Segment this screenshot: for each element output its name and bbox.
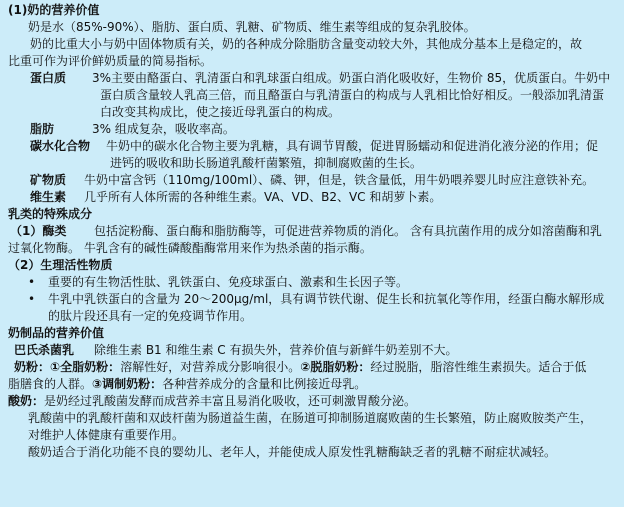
fat-text: 3% 组成复杂，吸收率高。 — [92, 122, 235, 136]
section-heading-special: 乳类的特殊成分 — [8, 207, 93, 221]
enzyme-row — [6, 223, 618, 240]
milk-powder-row-2 — [6, 376, 618, 393]
yogurt-row — [6, 393, 618, 410]
term-fat: 脂肪 — [30, 122, 55, 136]
term-carbohydrate: 碳水化合物 — [30, 139, 91, 153]
section-heading-nutrition: (1)奶的营养价值 — [8, 3, 100, 17]
bioactive-text-2-line1: 牛乳中乳铁蛋白的含量为 20～200μg/ml，具有调节铁代谢、促生长和抗氧化等作用，经蛋白酶水解形成 — [48, 292, 605, 306]
bioactive-bullet-2 — [6, 291, 618, 308]
paragraph-composition: 奶是水（85%-90%）、脂肪、蛋白质、乳糖、矿物质、维生素等组成的复杂乳胶体。 — [28, 20, 476, 34]
mineral-text: 牛奶中富含钙（110mg/100ml）、磷、钾，但是，铁含量低，用牛奶喂养婴儿时应注意铁补充。 — [84, 173, 595, 187]
milk-powder-row — [6, 359, 618, 376]
term-pasteurized: 巴氏杀菌乳 — [14, 343, 75, 357]
fat-row — [6, 121, 618, 138]
pasteurized-row — [6, 342, 618, 359]
skim-milk-powder-text: 经过脱脂，脂溶性维生素损失。适合于低 — [370, 360, 587, 374]
enzyme-text-line1: 包括淀粉酶、蛋白酶和脂肪酶等，可促进营养物质的消化。 含有具抗菌作用的成分如溶菌酶和乳 — [94, 224, 602, 238]
term-milk-powder: 奶粉： — [14, 360, 51, 374]
bioactive-bullet-1 — [6, 274, 618, 291]
mineral-row — [6, 172, 618, 189]
yogurt-probiotic-line1: 乳酸菌中的乳酸杆菌和双歧杆菌为肠道益生菌，在肠道可抑制肠道腐败菌的生长繁殖，防止腐败胺类产生， — [28, 411, 593, 425]
skim-milk-powder-text-2: 脂膳食的人群。 — [8, 377, 93, 391]
term-skim-milk-powder: ②脱脂奶粉： — [300, 360, 371, 374]
vitamin-text: 几乎所有人体所需的各种维生素。VA、VD、B2、VC 和胡萝卜素。 — [84, 190, 442, 204]
enzyme-heading: （1）酶类 — [10, 224, 67, 238]
term-vitamin: 维生素 — [30, 190, 67, 204]
bioactive-text-1: 重要的有生物活性肽、乳铁蛋白、免疫球蛋白、激素和生长因子等。 — [48, 275, 409, 289]
term-yogurt: 酸奶： — [8, 394, 45, 408]
pasteurized-text: 除维生素 B1 和维生素 C 有损失外，营养价值与新鲜牛奶差别不大。 — [94, 343, 458, 357]
yogurt-probiotic-line2: 对维护人体健康有重要作用。 — [28, 428, 185, 442]
protein-text-line2: 蛋白质含量较人乳高三倍，而且酪蛋白与乳清蛋白的构成与人乳相比恰好相反。一般添加乳清蛋 — [100, 88, 605, 102]
yogurt-suitability: 酸奶适合于消化功能不良的婴幼儿、老年人，并能使成人原发性乳糖酶缺乏者的乳糖不耐症状减轻。 — [28, 445, 557, 459]
term-protein: 蛋白质 — [30, 71, 67, 85]
modified-milk-powder-text: 各种营养成分的含量和比例接近母乳。 — [162, 377, 367, 391]
paragraph-density-line1: 奶的比重大小与奶中固体物质有关，奶的各种成分除脂肪含量变动较大外，其他成分基本上是稳定的，故 — [30, 37, 583, 51]
enzyme-text-line2: 过氧化物酶。 牛乳含有的碱性磷酸酯酶常用来作为热杀菌的指示酶。 — [8, 241, 372, 255]
term-mineral: 矿物质 — [30, 173, 67, 187]
term-modified-milk-powder: ③调制奶粉： — [92, 377, 163, 391]
carb-row — [6, 138, 618, 155]
protein-text-line3: 白改变其构成比，使之接近母乳蛋白的构成。 — [100, 105, 341, 119]
paragraph-density-line2: 比重可作为评价鲜奶质量的简易指标。 — [8, 54, 213, 68]
protein-row — [6, 70, 618, 87]
bullet-mark: • — [28, 292, 36, 306]
carb-text-line2: 进钙的吸收和助长肠道乳酸杆菌繁殖，抑制腐败菌的生长。 — [110, 156, 423, 170]
protein-text-line1: 3%主要由酪蛋白、乳清蛋白和乳球蛋白组成。奶蛋白消化吸收好，生物价 85，优质蛋白。牛奶中 — [92, 71, 611, 85]
bullet-mark: • — [28, 275, 36, 289]
section-heading-products: 奶制品的营养价值 — [8, 326, 105, 340]
bioactive-heading: （2）生理活性物质 — [8, 258, 113, 272]
yogurt-text: 是奶经过乳酸菌发酵而成营养丰富且易消化吸收，还可刺激胃酸分泌。 — [44, 394, 417, 408]
whole-milk-powder-text: 溶解性好，对营养成分影响很小。 — [120, 360, 301, 374]
vitamin-row — [6, 189, 618, 206]
term-whole-milk-powder: ①全脂奶粉： — [50, 360, 121, 374]
carb-text-line1: 牛奶中的碳水化合物主要为乳糖，具有调节胃酸，促进胃肠蠕动和促进消化液分泌的作用；促 — [106, 139, 599, 153]
bioactive-text-2-line2: 的肽片段还具有一定的免疫调节作用。 — [48, 309, 253, 323]
